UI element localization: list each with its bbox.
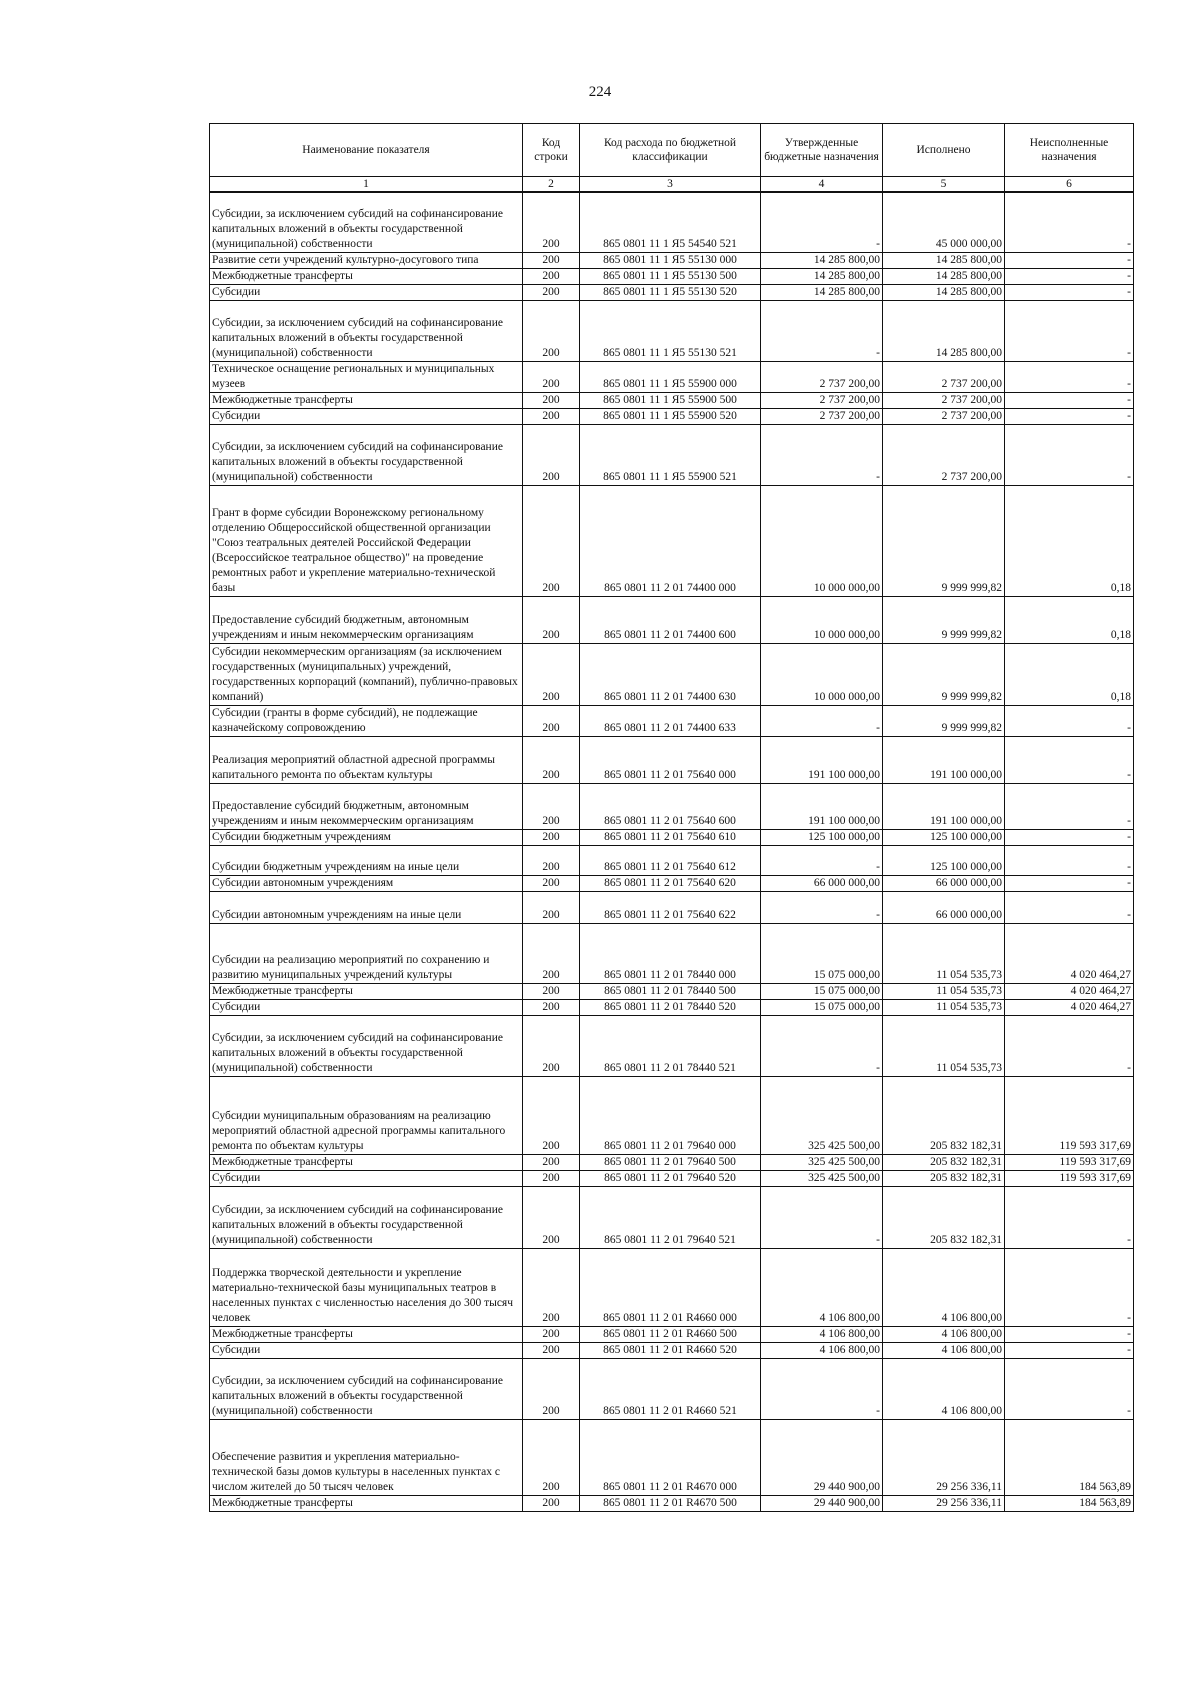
column-number-row	[210, 177, 1134, 193]
row-executed: 2 737 200,00	[883, 424, 1005, 485]
header-line-code: Код строки	[523, 124, 580, 177]
row-name: Межбюджетные трансферты	[210, 392, 523, 408]
row-line-code: 200	[523, 705, 580, 736]
row-name: Субсидии автономным учреждениям на иные цели	[210, 891, 523, 923]
row-executed: 2 737 200,00	[883, 392, 1005, 408]
row-name: Субсидии (гранты в форме субсидий), не подлежащие казначейскому сопровождению	[210, 705, 523, 736]
row-name: Обеспечение развития и укрепления материально-технической базы домов культуры в населенных пунктах с числом жителей до 50 тысяч человек	[210, 1419, 523, 1495]
row-line-code: 200	[523, 1358, 580, 1419]
row-line-code: 200	[523, 1076, 580, 1154]
row-executed: 205 832 182,31	[883, 1186, 1005, 1248]
row-executed: 11 054 535,73	[883, 983, 1005, 999]
row-unexecuted: -	[1005, 736, 1134, 783]
table-row	[210, 485, 1134, 596]
row-line-code: 200	[523, 875, 580, 891]
row-line-code: 200	[523, 1015, 580, 1076]
row-approved: 14 285 800,00	[761, 268, 883, 284]
table-row	[210, 736, 1134, 783]
row-approved: 66 000 000,00	[761, 875, 883, 891]
row-name: Субсидии	[210, 408, 523, 424]
row-name: Субсидии, за исключением субсидий на софинансирование капитальных вложений в объекты государственной (муниципальной) собственности	[210, 300, 523, 361]
row-unexecuted: 184 563,89	[1005, 1419, 1134, 1495]
row-approved: 14 285 800,00	[761, 252, 883, 268]
row-executed: 205 832 182,31	[883, 1076, 1005, 1154]
table-row	[210, 983, 1134, 999]
row-approved: 29 440 900,00	[761, 1419, 883, 1495]
row-unexecuted: -	[1005, 408, 1134, 424]
row-line-code: 200	[523, 392, 580, 408]
row-line-code: 200	[523, 829, 580, 845]
row-expense-code: 865 0801 11 1 Я5 55130 000	[580, 252, 761, 268]
row-unexecuted: 0,18	[1005, 485, 1134, 596]
row-expense-code: 865 0801 11 2 01 R4660 520	[580, 1342, 761, 1358]
row-executed: 125 100 000,00	[883, 829, 1005, 845]
row-name: Субсидии	[210, 1342, 523, 1358]
row-unexecuted: -	[1005, 783, 1134, 829]
row-executed: 9 999 999,82	[883, 643, 1005, 705]
row-name: Субсидии	[210, 1170, 523, 1186]
table-row	[210, 1495, 1134, 1511]
row-expense-code: 865 0801 11 2 01 75640 612	[580, 845, 761, 875]
row-expense-code: 865 0801 11 2 01 75640 620	[580, 875, 761, 891]
header-name: Наименование показателя	[210, 124, 523, 177]
row-approved: 191 100 000,00	[761, 736, 883, 783]
row-unexecuted: 184 563,89	[1005, 1495, 1134, 1511]
header-expense-code: Код расхода по бюджетной классификации	[580, 124, 761, 177]
row-name: Межбюджетные трансферты	[210, 1495, 523, 1511]
row-line-code: 200	[523, 783, 580, 829]
row-name: Субсидии	[210, 999, 523, 1015]
row-unexecuted: 4 020 464,27	[1005, 923, 1134, 983]
table-row	[210, 1015, 1134, 1076]
row-unexecuted: -	[1005, 845, 1134, 875]
row-name: Межбюджетные трансферты	[210, 1154, 523, 1170]
row-line-code: 200	[523, 361, 580, 392]
row-name: Субсидии, за исключением субсидий на софинансирование капитальных вложений в объекты государственной (муниципальной) собственности	[210, 1186, 523, 1248]
row-line-code: 200	[523, 408, 580, 424]
row-line-code: 200	[523, 1186, 580, 1248]
row-expense-code: 865 0801 11 2 01 78440 000	[580, 923, 761, 983]
column-number: 5	[883, 177, 1005, 193]
row-line-code: 200	[523, 252, 580, 268]
row-expense-code: 865 0801 11 1 Я5 55130 521	[580, 300, 761, 361]
row-executed: 14 285 800,00	[883, 268, 1005, 284]
row-name: Предоставление субсидий бюджетным, автономным учреждениям и иным некоммерческим организациям	[210, 596, 523, 643]
column-number: 6	[1005, 177, 1134, 193]
row-expense-code: 865 0801 11 2 01 79640 500	[580, 1154, 761, 1170]
row-unexecuted: -	[1005, 1326, 1134, 1342]
row-approved: 29 440 900,00	[761, 1495, 883, 1511]
row-approved: 2 737 200,00	[761, 361, 883, 392]
row-unexecuted: -	[1005, 284, 1134, 300]
row-approved: 4 106 800,00	[761, 1342, 883, 1358]
row-approved: 10 000 000,00	[761, 643, 883, 705]
table-row	[210, 252, 1134, 268]
row-name: Субсидии бюджетным учреждениям на иные цели	[210, 845, 523, 875]
row-name: Реализация мероприятий областной адресной программы капитального ремонта по объектам культуры	[210, 736, 523, 783]
row-executed: 66 000 000,00	[883, 875, 1005, 891]
row-executed: 9 999 999,82	[883, 485, 1005, 596]
row-expense-code: 865 0801 11 1 Я5 55900 521	[580, 424, 761, 485]
row-unexecuted: -	[1005, 361, 1134, 392]
row-name: Субсидии муниципальным образованиям на реализацию мероприятий областной адресной программы капитального ремонта по объектам культуры	[210, 1076, 523, 1154]
column-number: 4	[761, 177, 883, 193]
row-executed: 14 285 800,00	[883, 300, 1005, 361]
row-approved: 15 075 000,00	[761, 983, 883, 999]
row-approved: 2 737 200,00	[761, 392, 883, 408]
row-expense-code: 865 0801 11 1 Я5 55900 500	[580, 392, 761, 408]
row-executed: 4 106 800,00	[883, 1248, 1005, 1326]
row-approved: 10 000 000,00	[761, 485, 883, 596]
row-executed: 2 737 200,00	[883, 408, 1005, 424]
row-executed: 125 100 000,00	[883, 845, 1005, 875]
row-approved: 14 285 800,00	[761, 284, 883, 300]
table-row	[210, 408, 1134, 424]
row-name: Поддержка творческой деятельности и укрепление материально-технической базы муниципальных театров в населенных пунктах с численностью населения до 300 тысяч человек	[210, 1248, 523, 1326]
row-expense-code: 865 0801 11 2 01 74400 600	[580, 596, 761, 643]
row-executed: 9 999 999,82	[883, 596, 1005, 643]
row-approved: -	[761, 192, 883, 252]
table-row	[210, 891, 1134, 923]
row-executed: 45 000 000,00	[883, 192, 1005, 252]
row-line-code: 200	[523, 736, 580, 783]
header-approved: Утвержденные бюджетные назначения	[761, 124, 883, 177]
row-approved: 325 425 500,00	[761, 1154, 883, 1170]
row-executed: 4 106 800,00	[883, 1358, 1005, 1419]
row-expense-code: 865 0801 11 2 01 79640 521	[580, 1186, 761, 1248]
row-name: Субсидии, за исключением субсидий на софинансирование капитальных вложений в объекты государственной (муниципальной) собственности	[210, 1358, 523, 1419]
row-executed: 205 832 182,31	[883, 1154, 1005, 1170]
row-expense-code: 865 0801 11 2 01 78440 520	[580, 999, 761, 1015]
row-line-code: 200	[523, 485, 580, 596]
row-line-code: 200	[523, 1342, 580, 1358]
row-unexecuted: -	[1005, 891, 1134, 923]
row-approved: 125 100 000,00	[761, 829, 883, 845]
header-unexecuted: Неисполненные назначения	[1005, 124, 1134, 177]
row-name: Субсидии бюджетным учреждениям	[210, 829, 523, 845]
row-unexecuted: -	[1005, 1015, 1134, 1076]
row-line-code: 200	[523, 300, 580, 361]
row-name: Межбюджетные трансферты	[210, 1326, 523, 1342]
row-expense-code: 865 0801 11 2 01 75640 610	[580, 829, 761, 845]
row-unexecuted: 4 020 464,27	[1005, 983, 1134, 999]
row-executed: 29 256 336,11	[883, 1495, 1005, 1511]
row-approved: 15 075 000,00	[761, 923, 883, 983]
row-executed: 29 256 336,11	[883, 1419, 1005, 1495]
row-approved: 191 100 000,00	[761, 783, 883, 829]
column-number: 2	[523, 177, 580, 193]
row-line-code: 200	[523, 891, 580, 923]
row-approved: -	[761, 845, 883, 875]
row-executed: 66 000 000,00	[883, 891, 1005, 923]
row-expense-code: 865 0801 11 2 01 75640 000	[580, 736, 761, 783]
row-unexecuted: 4 020 464,27	[1005, 999, 1134, 1015]
table-row	[210, 300, 1134, 361]
row-approved: 15 075 000,00	[761, 999, 883, 1015]
row-expense-code: 865 0801 11 2 01 75640 600	[580, 783, 761, 829]
table-row	[210, 643, 1134, 705]
table-row	[210, 783, 1134, 829]
row-unexecuted: -	[1005, 268, 1134, 284]
row-line-code: 200	[523, 268, 580, 284]
row-expense-code: 865 0801 11 2 01 R4660 000	[580, 1248, 761, 1326]
row-unexecuted: -	[1005, 1248, 1134, 1326]
row-line-code: 200	[523, 284, 580, 300]
row-executed: 4 106 800,00	[883, 1342, 1005, 1358]
row-unexecuted: -	[1005, 829, 1134, 845]
table-row	[210, 1186, 1134, 1248]
row-approved: -	[761, 1015, 883, 1076]
row-line-code: 200	[523, 1419, 580, 1495]
row-approved: 2 737 200,00	[761, 408, 883, 424]
table-row	[210, 1358, 1134, 1419]
table-row	[210, 1342, 1134, 1358]
row-expense-code: 865 0801 11 2 01 R4670 000	[580, 1419, 761, 1495]
table-row	[210, 875, 1134, 891]
row-unexecuted: 119 593 317,69	[1005, 1170, 1134, 1186]
row-expense-code: 865 0801 11 2 01 78440 500	[580, 983, 761, 999]
header-executed: Исполнено	[883, 124, 1005, 177]
row-executed: 2 737 200,00	[883, 361, 1005, 392]
row-expense-code: 865 0801 11 1 Я5 55900 000	[580, 361, 761, 392]
table-header-row	[210, 124, 1134, 177]
row-unexecuted: -	[1005, 392, 1134, 408]
row-unexecuted: -	[1005, 875, 1134, 891]
row-executed: 11 054 535,73	[883, 923, 1005, 983]
row-unexecuted: 119 593 317,69	[1005, 1076, 1134, 1154]
row-expense-code: 865 0801 11 2 01 R4660 521	[580, 1358, 761, 1419]
row-unexecuted: -	[1005, 1186, 1134, 1248]
row-expense-code: 865 0801 11 2 01 74400 000	[580, 485, 761, 596]
row-line-code: 200	[523, 1248, 580, 1326]
row-unexecuted: -	[1005, 1358, 1134, 1419]
row-approved: -	[761, 891, 883, 923]
table-row	[210, 361, 1134, 392]
row-executed: 191 100 000,00	[883, 736, 1005, 783]
row-line-code: 200	[523, 999, 580, 1015]
row-executed: 14 285 800,00	[883, 284, 1005, 300]
row-unexecuted: -	[1005, 192, 1134, 252]
row-line-code: 200	[523, 424, 580, 485]
row-unexecuted: 0,18	[1005, 596, 1134, 643]
row-unexecuted: -	[1005, 1342, 1134, 1358]
table-row	[210, 1248, 1134, 1326]
row-unexecuted: -	[1005, 705, 1134, 736]
row-executed: 4 106 800,00	[883, 1326, 1005, 1342]
table-row	[210, 392, 1134, 408]
table-row	[210, 923, 1134, 983]
row-approved: 4 106 800,00	[761, 1326, 883, 1342]
table-row	[210, 284, 1134, 300]
row-expense-code: 865 0801 11 1 Я5 55900 520	[580, 408, 761, 424]
table-row	[210, 1326, 1134, 1342]
row-approved: -	[761, 300, 883, 361]
row-name: Грант в форме субсидии Воронежскому региональному отделению Общероссийской общественной организации "Союз театральных деятелей Российской Федерации (Всероссийское театральное общество)" на проведение ремонтных работ и укрепление материально-технической базы	[210, 485, 523, 596]
row-executed: 14 285 800,00	[883, 252, 1005, 268]
row-name: Субсидии некоммерческим организациям (за исключением государственных (муниципальных) учреждений, государственных корпораций (компаний), публично-правовых компаний)	[210, 643, 523, 705]
table-row	[210, 596, 1134, 643]
row-name: Предоставление субсидий бюджетным, автономным учреждениям и иным некоммерческим организациям	[210, 783, 523, 829]
row-expense-code: 865 0801 11 2 01 74400 630	[580, 643, 761, 705]
row-line-code: 200	[523, 596, 580, 643]
table-row	[210, 999, 1134, 1015]
page-number: 224	[588, 84, 612, 100]
row-line-code: 200	[523, 983, 580, 999]
row-expense-code: 865 0801 11 1 Я5 55130 520	[580, 284, 761, 300]
row-expense-code: 865 0801 11 1 Я5 54540 521	[580, 192, 761, 252]
row-name: Межбюджетные трансферты	[210, 268, 523, 284]
row-approved: 325 425 500,00	[761, 1170, 883, 1186]
row-line-code: 200	[523, 1154, 580, 1170]
row-name: Субсидии, за исключением субсидий на софинансирование капитальных вложений в объекты государственной (муниципальной) собственности	[210, 1015, 523, 1076]
column-number: 1	[210, 177, 523, 193]
row-executed: 11 054 535,73	[883, 999, 1005, 1015]
row-line-code: 200	[523, 1495, 580, 1511]
row-expense-code: 865 0801 11 2 01 74400 633	[580, 705, 761, 736]
row-unexecuted: 119 593 317,69	[1005, 1154, 1134, 1170]
row-name: Межбюджетные трансферты	[210, 983, 523, 999]
row-expense-code: 865 0801 11 2 01 R4670 500	[580, 1495, 761, 1511]
row-expense-code: 865 0801 11 2 01 78440 521	[580, 1015, 761, 1076]
row-executed: 205 832 182,31	[883, 1170, 1005, 1186]
table-row	[210, 829, 1134, 845]
table-row	[210, 424, 1134, 485]
row-name: Субсидии на реализацию мероприятий по сохранению и развитию муниципальных учреждений культуры	[210, 923, 523, 983]
row-approved: -	[761, 1186, 883, 1248]
row-line-code: 200	[523, 1170, 580, 1186]
row-approved: -	[761, 1358, 883, 1419]
row-expense-code: 865 0801 11 1 Я5 55130 500	[580, 268, 761, 284]
table-row	[210, 1170, 1134, 1186]
row-executed: 9 999 999,82	[883, 705, 1005, 736]
row-expense-code: 865 0801 11 2 01 79640 000	[580, 1076, 761, 1154]
table-row	[210, 1154, 1134, 1170]
row-approved: 325 425 500,00	[761, 1076, 883, 1154]
row-name: Техническое оснащение региональных и муниципальных музеев	[210, 361, 523, 392]
table-row	[210, 705, 1134, 736]
row-unexecuted: 0,18	[1005, 643, 1134, 705]
row-unexecuted: -	[1005, 300, 1134, 361]
row-line-code: 200	[523, 1326, 580, 1342]
row-approved: 10 000 000,00	[761, 596, 883, 643]
row-unexecuted: -	[1005, 424, 1134, 485]
row-approved: -	[761, 705, 883, 736]
table-row	[210, 1419, 1134, 1495]
column-number: 3	[580, 177, 761, 193]
row-expense-code: 865 0801 11 2 01 R4660 500	[580, 1326, 761, 1342]
table-row	[210, 1076, 1134, 1154]
row-name: Субсидии, за исключением субсидий на софинансирование капитальных вложений в объекты государственной (муниципальной) собственности	[210, 192, 523, 252]
row-line-code: 200	[523, 192, 580, 252]
row-approved: 4 106 800,00	[761, 1248, 883, 1326]
row-line-code: 200	[523, 643, 580, 705]
row-name: Развитие сети учреждений культурно-досугового типа	[210, 252, 523, 268]
table-row	[210, 192, 1134, 252]
table-row	[210, 845, 1134, 875]
row-expense-code: 865 0801 11 2 01 75640 622	[580, 891, 761, 923]
row-name: Субсидии автономным учреждениям	[210, 875, 523, 891]
row-name: Субсидии, за исключением субсидий на софинансирование капитальных вложений в объекты государственной (муниципальной) собственности	[210, 424, 523, 485]
budget-execution-table	[209, 123, 1134, 1512]
row-line-code: 200	[523, 923, 580, 983]
table-body	[210, 192, 1134, 1511]
row-line-code: 200	[523, 845, 580, 875]
table-row	[210, 268, 1134, 284]
row-unexecuted: -	[1005, 252, 1134, 268]
row-executed: 11 054 535,73	[883, 1015, 1005, 1076]
row-expense-code: 865 0801 11 2 01 79640 520	[580, 1170, 761, 1186]
row-name: Субсидии	[210, 284, 523, 300]
row-executed: 191 100 000,00	[883, 783, 1005, 829]
row-approved: -	[761, 424, 883, 485]
